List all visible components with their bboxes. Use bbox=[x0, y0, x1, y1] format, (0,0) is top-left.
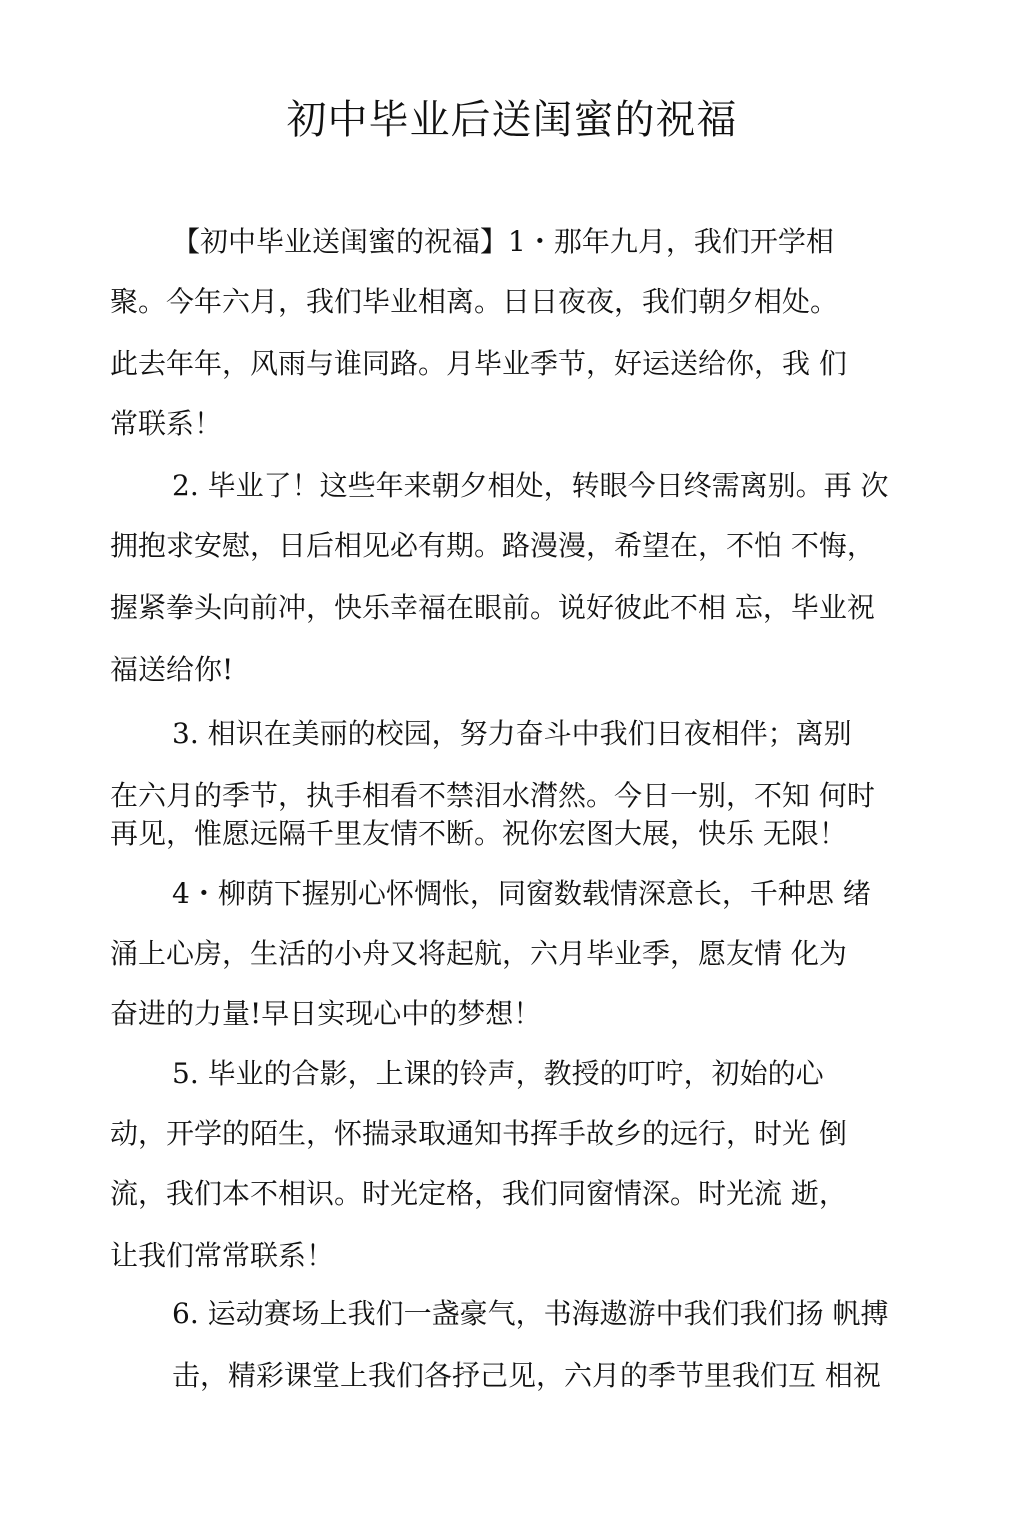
paragraph-5-line-2: 动，开学的陌生，怀揣录取通知书挥手故乡的远行，时光 倒 bbox=[110, 1117, 847, 1150]
document-title: 初中毕业后送闺蜜的祝福 bbox=[286, 97, 738, 143]
paragraph-6-line-1: 6. 运动赛场上我们一盏豪气，书海遨游中我们我们扬 帆搏 bbox=[172, 1297, 889, 1330]
paragraph-5-line-3: 流，我们本不相识。时光定格，我们同窗情深。时光流 逝， bbox=[110, 1177, 847, 1210]
paragraph-4-line-3: 奋进的力量!早日实现心中的梦想！ bbox=[110, 997, 542, 1030]
paragraph-2-line-3: 握紧拳头向前冲，快乐幸福在眼前。说好彼此不相 忘，毕业祝 bbox=[110, 591, 875, 624]
paragraph-5-line-1: 5. 毕业的合影，上课的铃声，教授的叮咛，初始的心 bbox=[172, 1057, 824, 1090]
paragraph-1-line-3: 此去年年，风雨与谁同路。月毕业季节，好运送给你，我 们 bbox=[110, 347, 847, 380]
paragraph-1-line-4: 常联系！ bbox=[110, 407, 223, 440]
paragraph-4-line-2: 涌上心房，生活的小舟又将起航，六月毕业季，愿友情 化为 bbox=[110, 937, 847, 970]
paragraph-3-line-1: 3. 相识在美丽的校园，努力奋斗中我们日夜相伴；离别 bbox=[172, 717, 852, 750]
paragraph-2-line-4: 福送给你! bbox=[110, 653, 234, 686]
paragraph-1-line-1: 【初中毕业送闺蜜的祝福】1・那年九月，我们开学相 bbox=[172, 225, 834, 258]
paragraph-3-line-2: 在六月的季节，执手相看不禁泪水潸然。今日一别，不知 何时 bbox=[110, 779, 875, 812]
paragraph-5-line-4: 让我们常常联系！ bbox=[110, 1239, 335, 1272]
paragraph-2-line-2: 拥抱求安慰，日后相见必有期。路漫漫，希望在，不怕 不悔， bbox=[110, 529, 875, 562]
paragraph-1-line-2: 聚。今年六月，我们毕业相离。日日夜夜，我们朝夕相处。 bbox=[110, 285, 839, 318]
paragraph-4-line-1: 4・柳荫下握别心怀惆怅，同窗数载情深意长，千种思 绪 bbox=[172, 877, 871, 910]
paragraph-3-line-3: 再见，惟愿远隔千里友情不断。祝你宏图大展，快乐 无限！ bbox=[110, 817, 847, 850]
paragraph-2-line-1: 2. 毕业了！这些年来朝夕相处，转眼今日终需离别。再 次 bbox=[172, 469, 889, 502]
paragraph-6-line-2: 击，精彩课堂上我们各抒己见，六月的季节里我们互 相祝 bbox=[172, 1359, 881, 1392]
